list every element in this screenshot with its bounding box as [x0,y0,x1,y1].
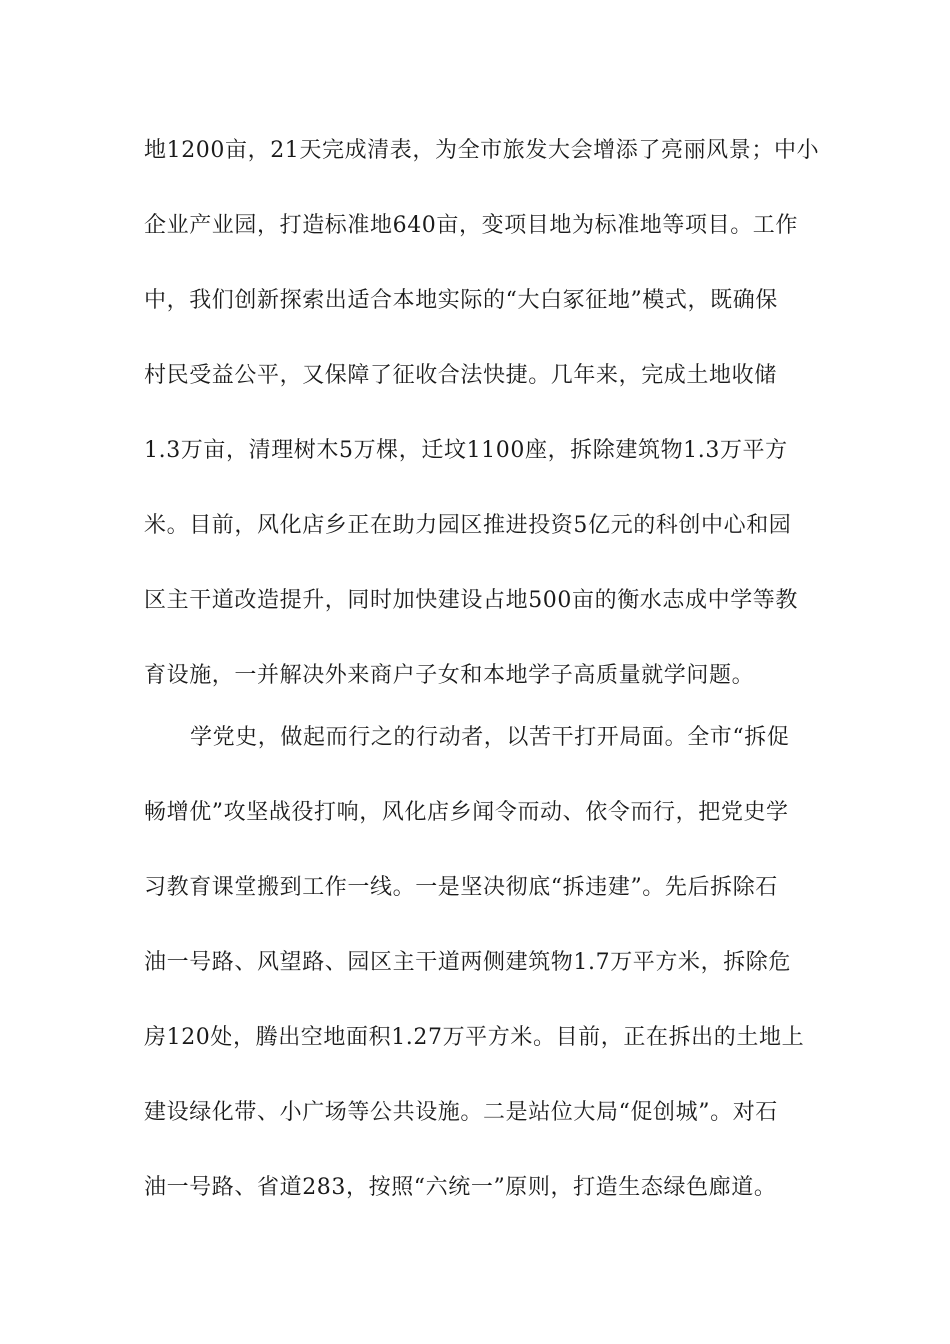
text-line: 油一号路、省道283，按照“六统一”原则，打造生态绿色廊道。 [144,1175,777,1200]
text-line: 油一号路、风望路、园区主干道两侧建筑物1.7万平方米，拆除危 [144,950,791,975]
text-line: 中，我们创新探索出适合本地实际的“大白冢征地”模式，既确保 [144,288,778,313]
text-line: 1.3万亩，清理树木5万棵，迁坟1100座，拆除建筑物1.3万平方 [144,438,788,463]
text-line: 地1200亩，21天完成清表，为全市旅发大会增添了亮丽风景；中小 [144,138,820,163]
text-line: 习教育课堂搬到工作一线。一是坚决彻底“拆违建”。先后拆除石 [144,875,778,900]
paragraph-first-line: 学党史，做起而行之的行动者，以苦干打开局面。全市“拆促 [190,725,790,750]
text-line: 房120处，腾出空地面积1.27万平方米。目前，正在拆出的土地上 [144,1025,805,1050]
text-line: 企业产业园，打造标准地640亩，变项目地为标准地等项目。工作 [144,213,798,238]
text-line: 区主干道改造提升，同时加快建设占地500亩的衡水志成中学等教 [144,588,798,613]
text-line: 米。目前，风化店乡正在助力园区推进投资5亿元的科创中心和园 [144,513,792,538]
text-line: 畅增优”攻坚战役打响，风化店乡闻令而动、依令而行，把党史学 [144,800,789,825]
text-line: 村民受益公平，又保障了征收合法快捷。几年来，完成土地收储 [144,363,777,388]
text-line: 育设施，一并解决外来商户子女和本地学子高质量就学问题。 [144,663,755,688]
text-line: 建设绿化带、小广场等公共设施。二是站位大局“促创城”。对石 [144,1100,778,1125]
